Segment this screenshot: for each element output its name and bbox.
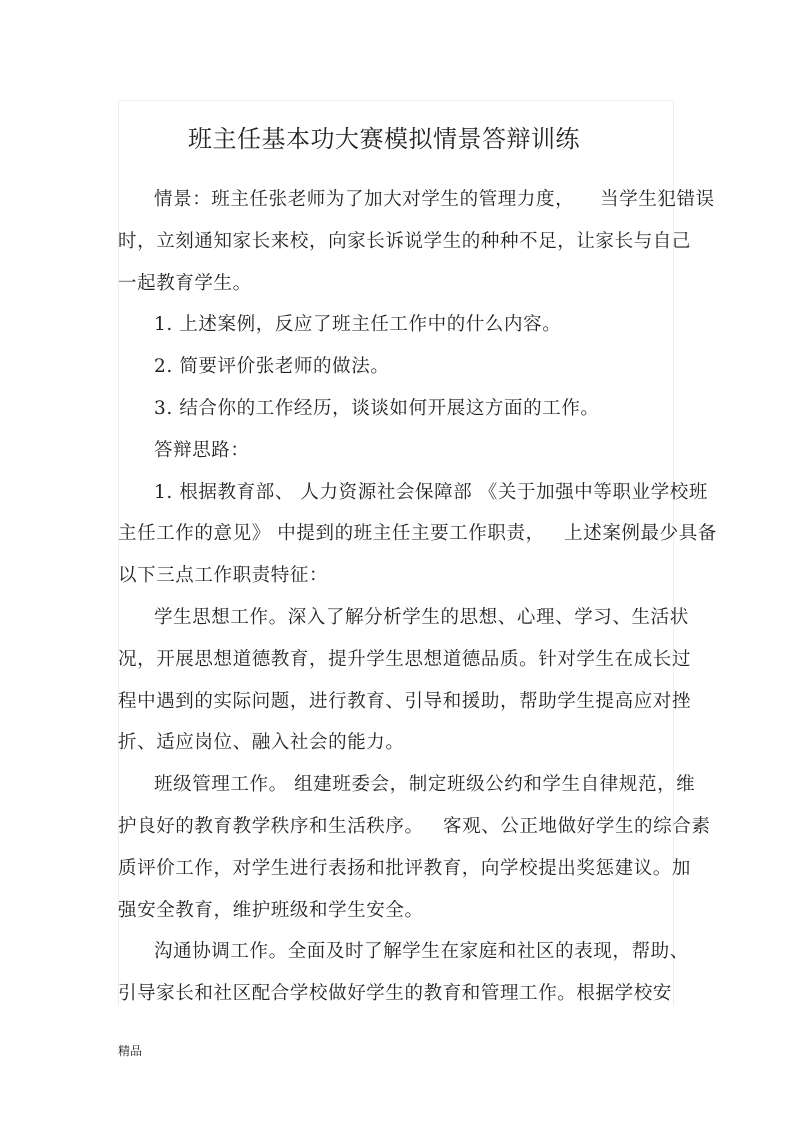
text-line: 一起教育学生。 [118,272,252,294]
text-line: 班级管理工作。 组建班委会，制定班级公约和学生自律规范，维 [154,774,696,796]
text-line: 学生思想工作。深入了解分析学生的思想、心理、学习、生活状 [154,607,689,628]
text-line: 引导家长和社区配合学校做好学生的教育和管理工作。根据学校安 [118,983,672,1005]
text-line: 1. 根据教育部、 人力资源社会保障部 《关于加强中等职业学校班 [154,481,708,503]
text-line: 程中遇到的实际问题，进行教育、引导和援助，帮助学生提高应对挫 [118,690,692,712]
text-line: 情景：班主任张老师为了加大对学生的管理力度， 当学生犯错误 [154,189,715,210]
document-title: 班主任基本功大赛模拟情景答辩训练 [188,125,580,153]
page-footer: 精品 [118,1044,143,1058]
text-line: 以下三点工作职责特征： [118,565,329,587]
text-line: 沟通协调工作。全面及时了解学生在家庭和社区的表现，帮助、 [154,941,689,963]
text-line: 折、适应岗位、融入社会的能力。 [118,732,405,754]
text-line: 质评价工作，对学生进行表扬和批评教育，向学校提出奖惩建议。加 [118,857,692,879]
text-line: 3. 结合你的工作经历，谈谈如何开展这方面的工作。 [154,398,600,419]
text-line: 况，开展思想道德教育，提升学生思想道德品质。针对学生在成长过 [118,648,692,670]
text-line: 强安全教育，维护班级和学生安全。 [118,899,424,921]
text-line: 护良好的教育教学秩序和生活秩序。 客观、公正地做好学生的综合素 [118,816,711,837]
text-line: 时，立刻通知家长来校，向家长诉说学生的种种不足，让家长与自己 [118,230,692,252]
text-line: 2. 简要评价张老师的做法。 [154,356,390,378]
text-line: 主任工作的意见》 中提到的班主任主要工作职责， 上述案例最少具备 [118,523,717,545]
text-line: 1. 上述案例，反应了班主任工作中的什么内容。 [154,314,562,336]
text-line: 答辩思路： [154,439,250,461]
